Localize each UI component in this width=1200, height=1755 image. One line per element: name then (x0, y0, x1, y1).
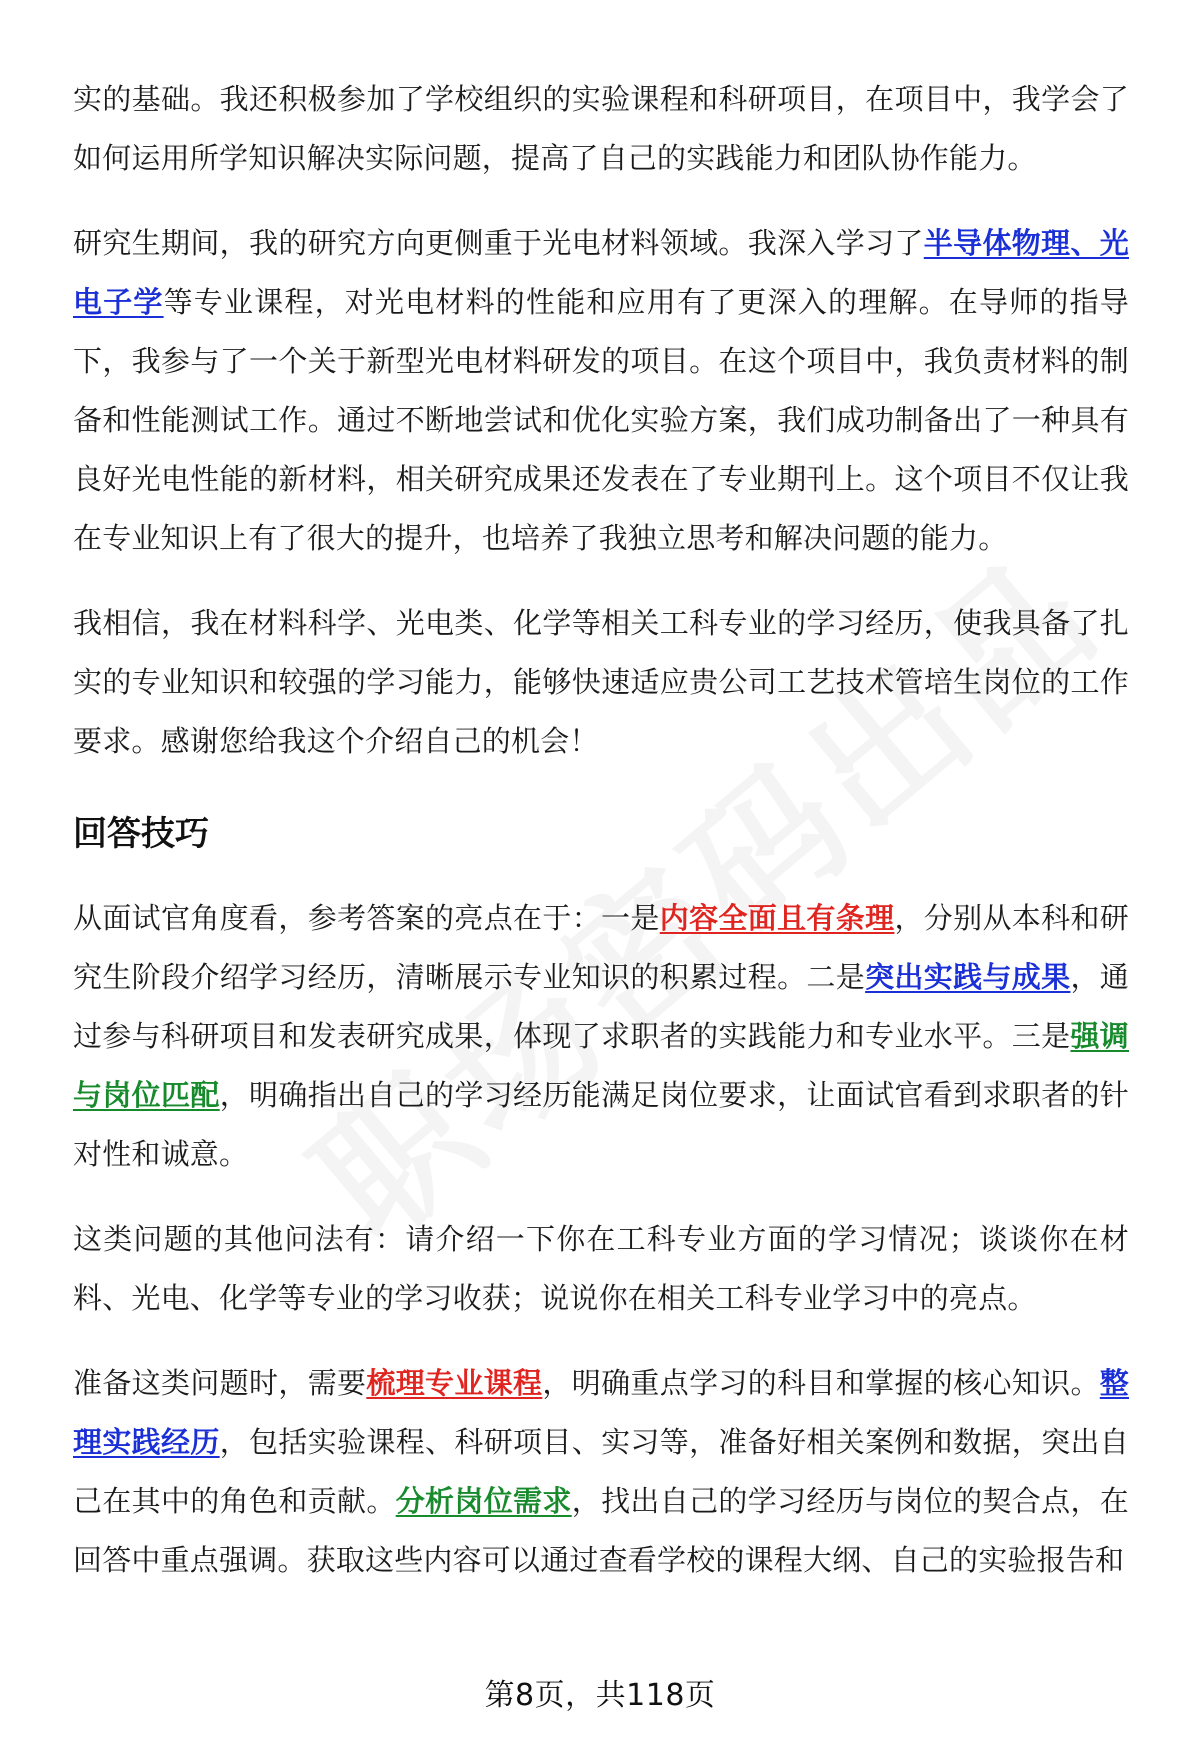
highlight-blue: 半导体物理、光电子学 (73, 226, 1129, 319)
text-segment: ，包括实验课程、科研项目、实习等，准备好相关案例和数据，突出自己在其中的角色和贡献。 (73, 1425, 1129, 1518)
tips-section (73, 889, 1129, 1590)
text-segment: ，分别从本科和研究生阶段介绍学习经历，清晰展示专业知识的积累过程。二是 (73, 901, 1129, 994)
document-page (73, 70, 1129, 1616)
page-number: 第8页，共118页 (484, 1678, 716, 1713)
text-segment: 从面试官角度看，参考答案的亮点在于：一是 (73, 901, 660, 935)
text-segment: ，明确指出自己的学习经历能满足岗位要求，让面试官看到求职者的针对性和诚意。 (73, 1078, 1129, 1171)
text-segment: 我相信，我在材料科学、光电类、化学等相关工科专业的学习经历，使我具备了扎实的专业知识和较强的学习能力，能够快速适应贵公司工艺技术管培生岗位的工作要求。感谢您给我这个介绍自己的机会！ (73, 606, 1129, 758)
text-segment: 准备这类问题时，需要 (73, 1366, 367, 1400)
text-segment: 这类问题的其他问法有：请介绍一下你在工科专业方面的学习情况；谈谈你在材料、光电、化学等专业的学习收获；说说你在相关工科专业学习中的亮点。 (73, 1222, 1129, 1315)
highlight-blue: 整理实践经历 (73, 1366, 1129, 1459)
text-segment: 实的基础。我还积极参加了学校组织的实验课程和科研项目，在项目中，我学会了如何运用所学知识解决实际问题，提高了自己的实践能力和团队协作能力。 (73, 82, 1129, 175)
paragraph (73, 1210, 1129, 1328)
highlight-red: 梳理专业课程 (366, 1366, 543, 1400)
text-segment: ，找出自己的学习经历与岗位的契合点，在回答中重点强调。获取这些内容可以通过查看学校的课程大纲、自己的实验报告和 (73, 1484, 1129, 1577)
paragraph (73, 1354, 1129, 1590)
paragraph (73, 594, 1129, 771)
highlight-blue: 突出实践与成果 (865, 960, 1071, 994)
text-segment: 研究生期间，我的研究方向更侧重于光电材料领域。我深入学习了 (73, 226, 924, 260)
paragraph (73, 889, 1129, 1184)
answer-section (73, 70, 1129, 771)
section-heading: 回答技巧 (73, 814, 209, 854)
highlight-green: 强调与岗位匹配 (73, 1019, 1129, 1112)
text-segment: ，通过参与科研项目和发表研究成果，体现了求职者的实践能力和专业水平。三是 (73, 960, 1129, 1053)
highlight-green: 分析岗位需求 (395, 1484, 572, 1518)
text-segment: ，明确重点学习的科目和掌握的核心知识。 (542, 1366, 1100, 1400)
text-segment: 等专业课程，对光电材料的性能和应用有了更深入的理解。在导师的指导下，我参与了一个关于新型光电材料研发的项目。在这个项目中，我负责材料的制备和性能测试工作。通过不断地尝试和优化实验方案，我们成功制备出了一种具有良好光电性能的新材料，相关研究成果还发表在了专业期刊上。这个项目不仅让我在专业知识上有了很大的提升，也培养了我独立思考和解决问题的能力。 (73, 285, 1129, 555)
highlight-red: 内容全面且有条理 (659, 901, 895, 935)
paragraph (73, 214, 1129, 568)
paragraph (73, 70, 1129, 188)
